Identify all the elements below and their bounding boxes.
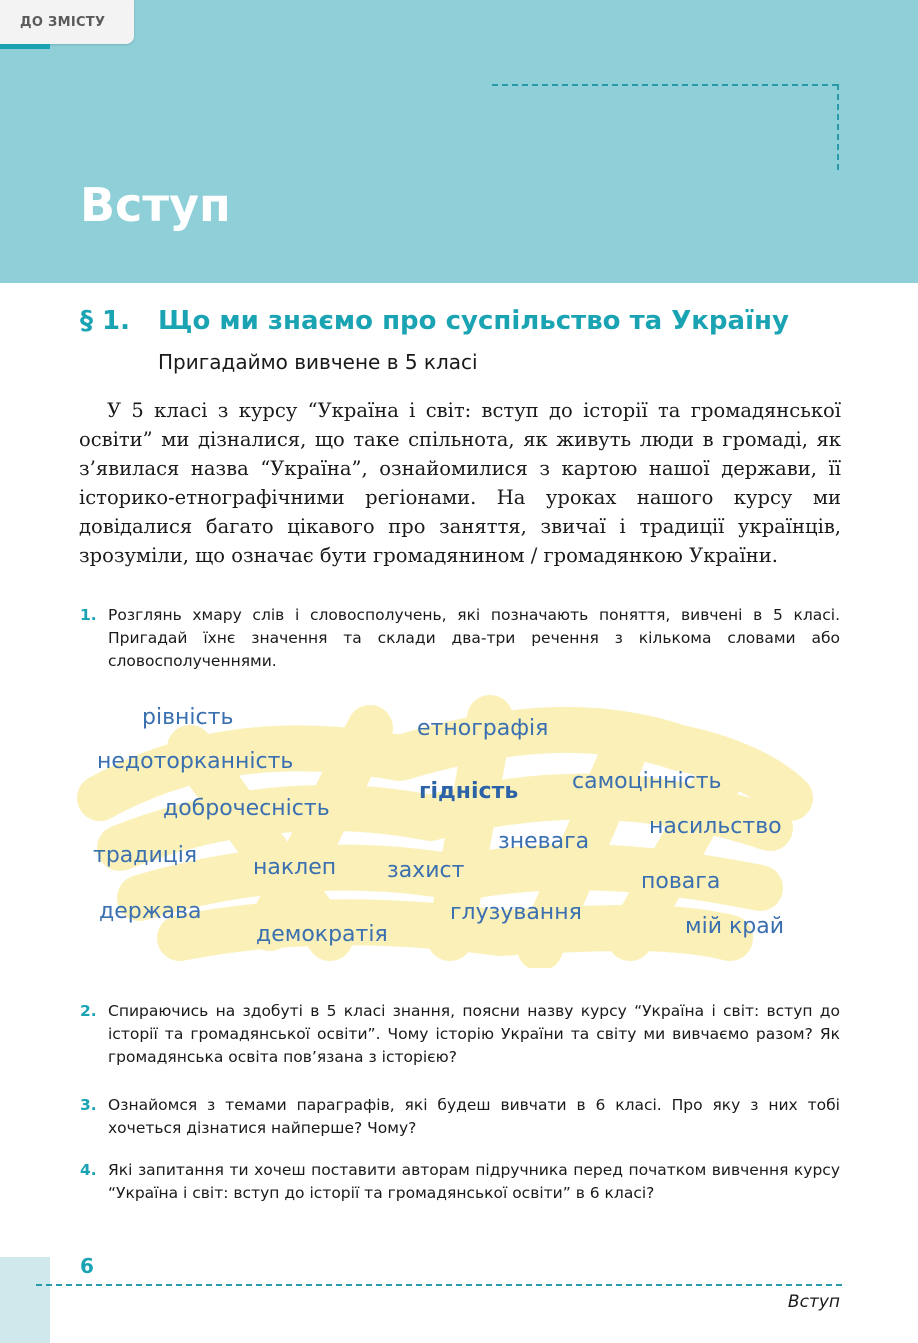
cloud-word: глузування <box>450 900 582 925</box>
toc-underline <box>0 44 50 49</box>
cloud-word: етнографія <box>417 716 549 741</box>
task-number: 2. <box>80 1002 97 1020</box>
chapter-banner <box>0 0 918 283</box>
cloud-word: недоторканність <box>97 749 294 774</box>
task-1 <box>80 604 840 673</box>
task-number: 1. <box>80 606 97 624</box>
task-number: 4. <box>80 1161 97 1179</box>
cloud-word: самоцінність <box>572 769 722 794</box>
cloud-word: традиція <box>93 843 198 868</box>
cloud-word: гідність <box>419 779 519 804</box>
paragraph-subtitle: Пригадаймо вивчене в 5 класі <box>158 350 478 374</box>
cloud-word: доброчесність <box>163 796 330 821</box>
cloud-word: захист <box>387 858 465 883</box>
task-text: Які запитання ти хочеш поставити авторам підручника перед початком вивчення курсу “Україна і світ: вступ до історії та громадянської освіти” в 6 класі? <box>108 1161 840 1202</box>
task-4 <box>80 1159 840 1205</box>
decorative-dashed-line-vertical <box>837 84 839 170</box>
task-number: 3. <box>80 1096 97 1114</box>
cloud-word: насильство <box>649 814 782 839</box>
chapter-title: Вступ <box>80 178 231 232</box>
cloud-word: рівність <box>142 705 234 730</box>
paragraph-title: Що ми знаємо про суспільство та Україну <box>158 306 789 336</box>
page-number: 6 <box>80 1254 94 1278</box>
task-text: Розглянь хмару слів і словосполучень, які позначають поняття, вивчені в 5 класі. Пригадай їхнє значення та склади два-три речення з кількома словами або словосполученнями. <box>108 606 840 670</box>
task-2 <box>80 1000 840 1069</box>
intro-text: У 5 класі з курсу “Україна і світ: вступ до історії та громадянської освіти” ми дізналися, що таке спільнота, як живуть люди в громаді, як з’явилася назва “Україна”, ознайомилися з картою нашої держави, її історико-етнографічними регіонами. На уроках нашого курсу ми довідалися багато цікавого про заняття, звичаї і традиції українців, зрозуміли, що означає бути громадянином / громадянкою України. <box>79 399 841 567</box>
footer-dashed-line <box>36 1284 842 1286</box>
decorative-dashed-line <box>492 84 838 86</box>
toc-button[interactable]: ДО ЗМІСТУ <box>0 0 134 44</box>
cloud-word: мій край <box>685 914 785 939</box>
task-text: Ознайомся з темами параграфів, які будеш вивчати в 6 класі. Про яку з них тобі хочеться дізнатися найперше? Чому? <box>108 1096 840 1137</box>
task-3 <box>80 1094 840 1140</box>
cloud-word: наклеп <box>253 855 337 880</box>
paragraph-number: § 1. <box>80 306 131 336</box>
cloud-word: зневага <box>498 829 590 854</box>
page-corner-band <box>0 1257 50 1343</box>
cloud-word: держава <box>99 899 202 924</box>
task-text: Спираючись на здобуті в 5 класі знання, поясни назву курсу “Україна і світ: вступ до історії та громадянської освіти”. Чому історію України та світу ми вивчаємо разом? Як громадянська освіта пов’язана з історією? <box>108 1002 840 1066</box>
cloud-word: демократія <box>256 922 388 947</box>
footer-section-name: Вступ <box>787 1292 840 1312</box>
cloud-word: повага <box>641 869 721 894</box>
